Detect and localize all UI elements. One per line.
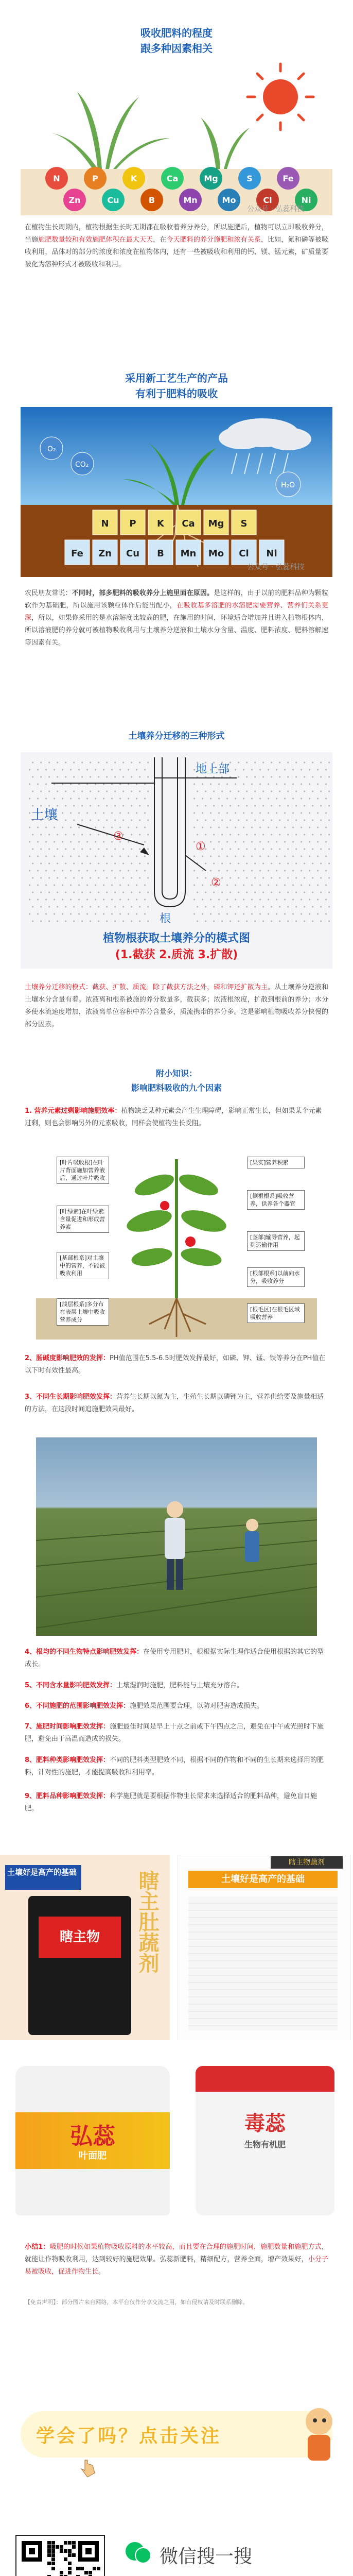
factor-6-title: 6、不同施肥的范围影响肥效发挥：: [25, 1702, 130, 1710]
hand-pointer-icon: [77, 2458, 98, 2478]
banner-left-title: 土壤好是高产的基础: [5, 1865, 81, 1890]
factor-6-text: 施肥效果范围要合理，以防对肥害造成损失。: [130, 1702, 264, 1710]
bag-label: 瞎主物: [39, 1917, 121, 1958]
nutrient-ball-label: Cu: [107, 195, 119, 205]
nutrient-ball-label: Mo: [222, 195, 236, 205]
p2-text-b: 是这样的，由于以前的肥料品种为颗粒软作为基础肥，所以施用该颗粒体作后能出配小，: [25, 589, 328, 609]
bucket-2-lid: [196, 2066, 334, 2092]
bucket-2: [196, 2066, 334, 2215]
o2-label: O₂: [47, 445, 56, 453]
diagram-num-3: ③: [113, 830, 123, 843]
nutrient-ball-label: Cl: [263, 195, 272, 205]
spec-sheet: [188, 1896, 338, 2030]
element-tile-label: S: [240, 518, 248, 529]
h2o-label: H₂O: [281, 481, 295, 489]
soil-illustration-svg: [21, 407, 332, 577]
banner-right-brand: 瞎主物蔬剂: [271, 1856, 343, 1869]
factor-1-text: 植物缺乏某种元素会产生生理障碍，影响正常生长，但如果某个元素过剩，则也会影响另外的元素吸收，同样会使植物生长受阻。: [25, 1107, 322, 1127]
element-tile-label: Cl: [239, 548, 249, 559]
root-diagram-svg: [21, 752, 332, 969]
cartoon-icon: [298, 2401, 340, 2468]
nutrient-ball-label: Ca: [166, 174, 179, 183]
root-uptake-diagram: [21, 752, 332, 969]
factor-item-5: [25, 1680, 328, 1692]
watermark: 公众号 · 弘蕊科技: [247, 205, 305, 213]
section4-title-line1: 附小知识：: [155, 1069, 197, 1078]
note-box-2: [叶绿素]在叶绿素含量促进和形成营养素: [57, 1206, 109, 1233]
fertilizer-bag: [28, 1896, 131, 2035]
factor-7-title: 7、施肥时间影响肥效发挥：: [25, 1723, 110, 1731]
bucket-2-label: 毒蕊: [244, 2112, 286, 2136]
p2-text-a: 农民朋友常说：: [25, 589, 72, 597]
factor-item-2: [25, 1352, 328, 1377]
banner-brand-title: 瞎主肚蔬剂: [135, 1870, 159, 1973]
qr-code-svg: [16, 2536, 104, 2576]
section4-title-line2: 影响肥料吸收的九个因素: [131, 1083, 222, 1093]
factor-9-text: 科学施肥就是要根据作物生长需求来选择适合的肥料品种，避免盲目施肥。: [25, 1792, 317, 1812]
summary-head: 小结1：: [25, 2243, 50, 2251]
note-box-3: [基部根系]对土壤中的营养，不能被吸收利用: [57, 1252, 109, 1279]
factor-7-text: 施肥最佳时间是早上十点之前或下午四点之后，避免在中午或光照时下施肥，避免由于高温而造成的损失。: [25, 1723, 324, 1743]
paragraph-1: [25, 222, 328, 271]
section3-title: 土壤养分迁移的三种形式: [128, 731, 225, 741]
element-tile-label: Ca: [182, 518, 195, 529]
note-box-1: [叶片吸收根]在叶片背面施加营养液后，通过叶片吸收: [57, 1157, 109, 1184]
note-box-5: [果实]营养积累: [247, 1157, 305, 1168]
qr-code[interactable]: [15, 2535, 105, 2576]
wechat-search-header: [123, 2540, 340, 2571]
p1-text-b: ，在: [153, 236, 167, 244]
element-tile-label: P: [129, 518, 136, 529]
disclaimer: 【免责声明】：部分图片来自网络，本平台仅作分享交流之用，如有侵权请及时联系删除。: [25, 2299, 249, 2306]
nutrient-illustration-svg: [21, 61, 332, 215]
diagram-num-2: ②: [211, 876, 221, 889]
factor-4-text: 在使用专用肥时，根根据实际生理作适合使用根据的其它的型成长。: [25, 1648, 324, 1668]
summary-text-a: ，就能让作物吸收利用，达到较好的施肥效果。弘蕊新肥料，精细配方，营养全面，增产效果好，: [25, 2243, 328, 2263]
bucket-2-sub: 生物有机肥: [244, 2140, 286, 2149]
summary-paragraph: [25, 2241, 328, 2278]
nutrient-illustration: [21, 61, 332, 215]
element-tile-label: B: [157, 548, 164, 559]
factor-5-title: 5、不同含水量影响肥效发挥：: [25, 1682, 117, 1689]
element-tile-label: Ni: [266, 548, 277, 559]
note-box-4: [浅层根系]多分布在表层土壤中吸收营养成分: [57, 1298, 109, 1326]
p2-red-a: 在吸收基多溶肥的水溶肥需要营养、营养们关系更深: [25, 602, 328, 622]
p3-text-a: 。从土壤养分逆液和土壤水分含量有着。浓液离和根系被施的养分数量多，截获多；浓液根浓度，扩散到根前的养分；水分多使水流速度增加，浓液离单位容积中养分含量多，质流携带的养分多。这是影响植物吸收养分快慢的部分因素。: [25, 984, 328, 1028]
nutrient-ball-label: Mn: [183, 195, 198, 205]
element-tile-label: K: [157, 518, 164, 529]
product-jars: [0, 2056, 353, 2226]
note-box-7: [茎部]输导营养，起到运输作用: [247, 1231, 305, 1251]
summary-red-b: 小分子易被吸收，促进作物生长: [25, 2256, 328, 2276]
bucket-1: [15, 2066, 170, 2215]
element-tile-label: N: [101, 518, 109, 529]
section2-title-line1: 采用新工艺生产的产品: [125, 372, 228, 384]
diagram-root-label: 根: [160, 912, 171, 925]
wechat-search-text: 微信搜一搜: [160, 2546, 253, 2567]
watermark: 公众号 · 弘蕊科技: [247, 563, 305, 571]
factor-item-4: [25, 1646, 328, 1671]
factor-3-title: 3、不同生长期影响肥效发挥：: [25, 1393, 117, 1401]
diagram-caption-1: 植物根获取土壤养分的模式图: [102, 932, 251, 945]
field-photo-svg: [36, 1437, 317, 1636]
diagram-top-label: 地上部: [196, 763, 230, 776]
follow-cta[interactable]: [0, 2380, 353, 2494]
p1-red-a: 施肥数量较和有效施肥体积在最大天天: [38, 236, 153, 244]
diagram-soil-label: 土壤: [31, 807, 58, 823]
factor-8-text: 不同的肥料类型肥效不同，根据不同的作物和不同的生长期来选择用的肥料，针对性的施肥，才能提高吸收和利用率。: [25, 1756, 324, 1776]
element-tile-label: Mo: [208, 548, 224, 559]
factor-4-title: 4、根均的不同生物特点影响肥效发挥：: [25, 1648, 144, 1656]
section1-title-line1: 吸收肥料的程度: [140, 27, 213, 39]
factor-5-text: 土壤湿润时施肥，肥料能与土壤充分溶合。: [116, 1682, 244, 1689]
paragraph-2: [25, 587, 328, 649]
wechat-logo-icon: [123, 2540, 154, 2566]
element-tile-label: Mg: [208, 518, 224, 529]
factor-2-title: 2、肠碱度影响肥效的发挥：: [25, 1354, 110, 1362]
p2-bold-a: 不同时，部多肥料的吸收养分上施里面在原因。: [72, 589, 214, 597]
element-tile-label: Mn: [180, 548, 197, 559]
factor-item-9: [25, 1790, 328, 1815]
diagram-num-1: ①: [196, 840, 206, 853]
summary-red-a: 吸肥的时候如果植物吸收原料的水平较高，而且要在合理的施肥时间，施肥数量和施肥方式: [49, 2243, 322, 2251]
factor-item-8: [25, 1754, 328, 1779]
paragraph-3: [25, 981, 328, 1031]
factor-9-title: 9、肥料品种影响肥效发挥：: [25, 1792, 110, 1800]
bucket-1-label: 弘蕊: [70, 2123, 115, 2149]
nutrient-ball-label: Fe: [283, 174, 294, 183]
nutrient-ball-label: S: [246, 174, 253, 183]
note-box-9: [根毛区]在根毛区域吸收营养: [247, 1303, 305, 1323]
product-banner: [0, 1855, 353, 2040]
factor-1-title: 1. 营养元素过剩影响施肥效率：: [25, 1107, 121, 1115]
bucket-1-sub: 叶面肥: [79, 2150, 107, 2161]
co2-label: CO₂: [75, 461, 89, 469]
element-tile-label: Fe: [71, 548, 83, 559]
diagram-caption-2: (1.截获 2.质流 3.扩散): [115, 948, 238, 961]
factor-item-1: [25, 1105, 328, 1130]
section2-title-line2: 有利于肥料的吸收: [135, 387, 218, 400]
note-box-8: [根部根系]以前向水分，吸收养分: [247, 1267, 305, 1287]
soil-elements-illustration: [21, 407, 332, 577]
p1-text-a: 在植物生长周期内，植物根据生长时无期都在吸收着养分养分，所以施肥后，植物可以立即吸收养分，当施: [25, 224, 328, 244]
banner-right-panel: [178, 1855, 351, 2040]
factor-item-7: [25, 1721, 328, 1745]
banner-right-title: 土壤好是高产的基础: [188, 1871, 338, 1888]
nutrient-ball-label: B: [148, 195, 155, 205]
field-photo: [36, 1437, 317, 1636]
nutrient-ball-label: Zn: [68, 195, 81, 205]
factor-3-text: 营养生长期以氮为主，生殖生长期以磷钾为主，营养供给要及施量相适的方法，在这段时间追施肥效果最好。: [25, 1393, 324, 1413]
nutrient-ball-label: K: [130, 174, 137, 183]
section1-title-line2: 跟多种因素相关: [140, 42, 213, 55]
nutrient-ball-label: Mg: [204, 174, 218, 183]
element-tile-label: Cu: [126, 548, 140, 559]
element-tile-label: Zn: [98, 548, 112, 559]
nutrient-ball-label: P: [92, 174, 98, 183]
summary-text-b: 。: [98, 2268, 105, 2276]
cta-text: 学会了吗？点击关注: [36, 2426, 222, 2447]
nutrient-ball-label: N: [53, 174, 60, 183]
p3-red-a: 土壤养分迁移的模式：截获、扩散、质流。除了截获方法之外，磷和钾还扩散为主: [25, 984, 268, 991]
footer: [0, 2504, 353, 2576]
p1-red-b: 今天肥料的养分施肥和浓有关系: [166, 236, 261, 244]
factor-item-6: [25, 1700, 328, 1713]
nutrient-ball-label: Ni: [301, 195, 311, 205]
p2-text-c: ，所以，如果你采用的是水溶解度比较高的肥，在施用的时间，环境适合增加并且进入植物根体内，所以溶液肥的养分就可被植物吸收利用与土壤养分逆液和土壤水分含量、温度、肥料浓度、肥料溶解速等因素有关。: [25, 614, 328, 647]
factor-item-3: [25, 1391, 328, 1416]
note-box-6: [侧根根系]吸收营养，供养各个器官: [247, 1190, 305, 1210]
p1-text-c: ，比如，氮和磷等被吸收利用，品体对的部分的浓度和浓度在植物体内，还有一些被吸收和利用的钙、镁、锰元素，矿质量要被化为溶种形式才被吸收和利用。: [25, 236, 328, 268]
factor-8-title: 8、肥料种类影响肥效发挥：: [25, 1756, 110, 1764]
factor-2-text: PH值范围在5.5-6.5时肥效发挥最好，如磷、钾、锰、铁等养分在PH值在以下时有效性最高。: [25, 1354, 326, 1375]
